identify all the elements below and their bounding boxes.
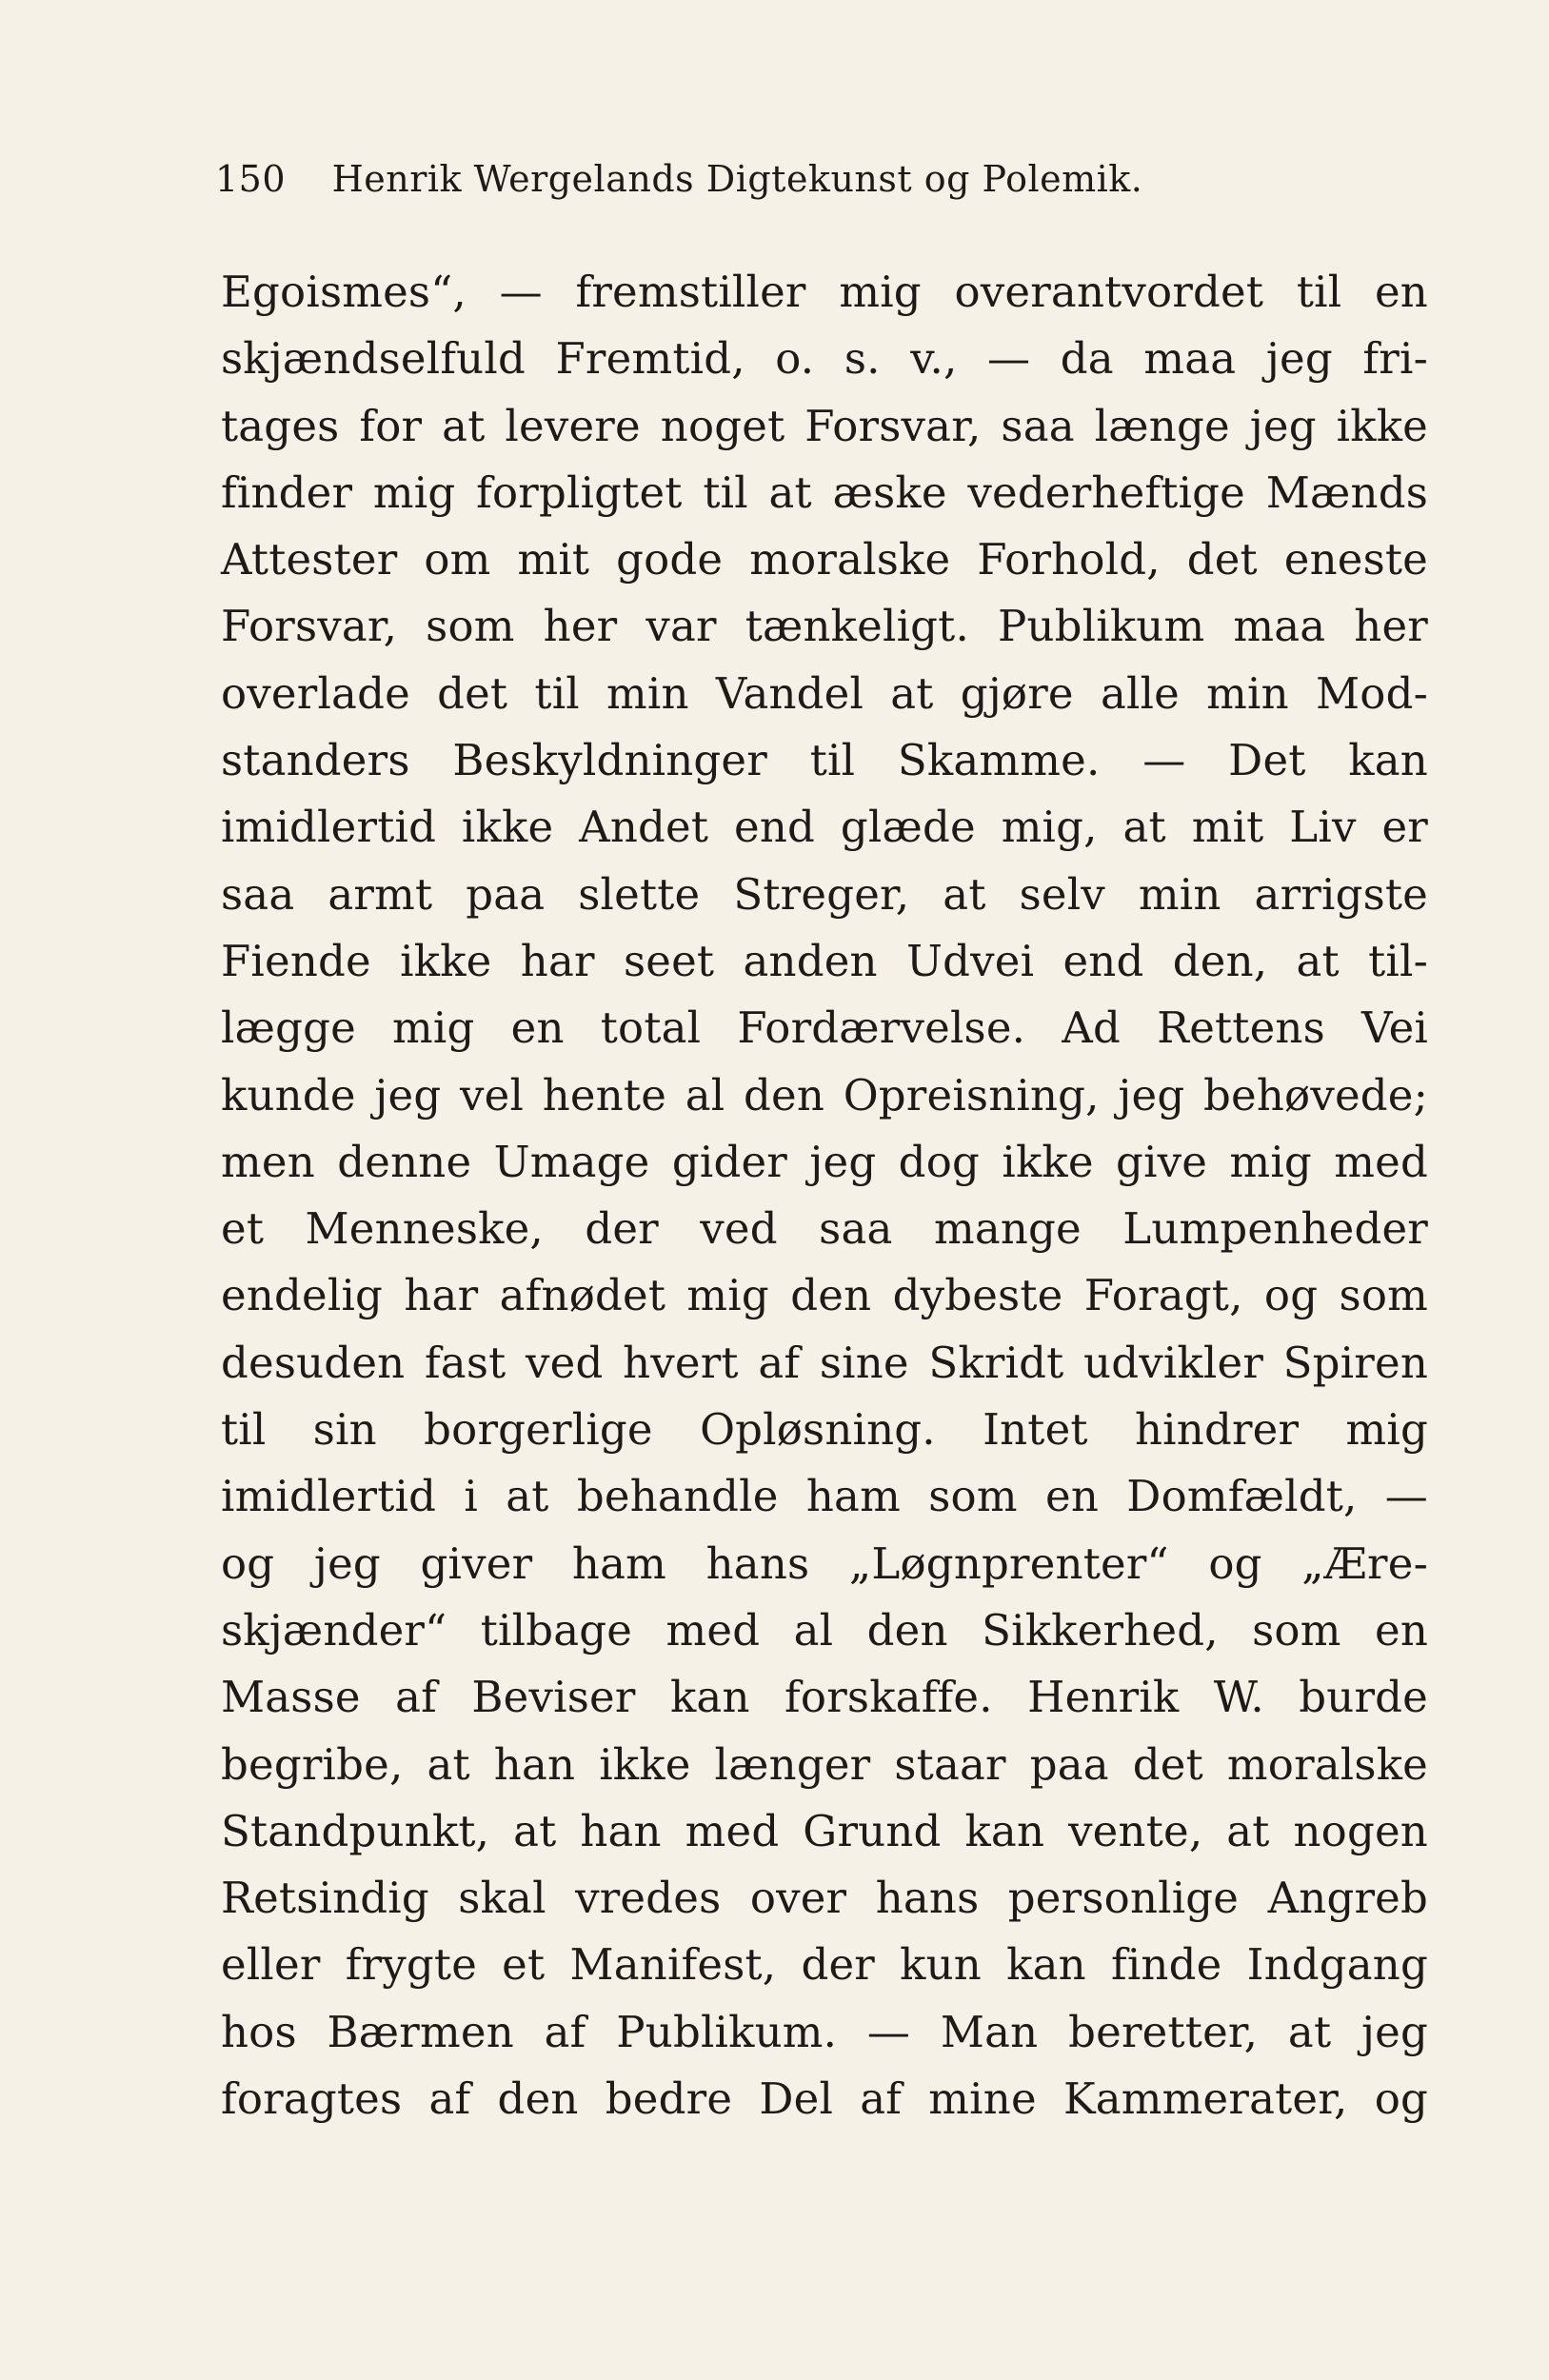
page-number: 150: [215, 158, 287, 200]
text-line: begribe, at han ikke længer staar paa det moralske: [221, 1738, 1428, 1790]
text-line: imidlertid i at behandle ham som en Domfældt, —: [221, 1471, 1428, 1522]
text-line: Retsindig skal vredes over hans personlige Angreb: [221, 1873, 1428, 1924]
body-text: [221, 259, 1428, 2132]
text-line: skjænder“ tilbage med al den Sikkerhed, som en: [221, 1604, 1428, 1656]
text-line: foragtes af den bedre Del af mine Kammerater, og: [221, 2073, 1428, 2125]
text-line: tages for at levere noget Forsvar, saa længe jeg ikke: [221, 400, 1428, 451]
text-line: Attester om mit gode moralske Forhold, det eneste: [221, 534, 1428, 585]
text-line: endelig har afnødet mig den dybeste Foragt, og som: [221, 1270, 1428, 1321]
text-line: til sin borgerlige Opløsning. Intet hindrer mig: [221, 1404, 1428, 1456]
text-line: standers Beskyldninger til Skamme. — Det kan: [221, 735, 1428, 786]
text-line: lægge mig en total Fordærvelse. Ad Rettens Vei: [221, 1002, 1428, 1054]
text-line: eller frygte et Manifest, der kun kan finde Indgang: [221, 1939, 1428, 1991]
text-line: hos Bærmen af Publikum. — Man beretter, at jeg: [221, 2006, 1428, 2057]
text-line: desuden fast ved hvert af sine Skridt udvikler Spiren: [221, 1337, 1428, 1388]
text-line: kunde jeg vel hente al den Opreisning, jeg behøvede;: [221, 1069, 1428, 1121]
text-line: overlade det til min Vandel at gjøre alle min Mod-: [221, 667, 1428, 719]
text-line: et Menneske, der ved saa mange Lumpenheder: [221, 1203, 1428, 1255]
text-line: men denne Umage gider jeg dog ikke give mig med: [221, 1136, 1428, 1187]
text-line: Egoismes“, — fremstiller mig overantvordet til en: [221, 267, 1428, 317]
running-head: [215, 152, 1272, 206]
text-line: og jeg giver ham hans „Løgnprenter“ og „Ære-: [221, 1537, 1428, 1589]
running-title: Henrik Wergelands Digtekunst og Polemik.: [331, 158, 1143, 200]
text-line: saa armt paa slette Streger, at selv min arrigste: [221, 868, 1428, 920]
text-line: finder mig forpligtet til at æske vederheftige Mænds: [221, 466, 1428, 518]
text-line: imidlertid ikke Andet end glæde mig, at mit Liv er: [221, 802, 1428, 853]
text-line: Masse af Beviser kan forskaffe. Henrik W. burde: [221, 1672, 1428, 1723]
text-line: Fiende ikke har seet anden Udvei end den, at til-: [221, 935, 1428, 986]
text-line: Forsvar, som her var tænkeligt. Publikum maa her: [221, 601, 1428, 652]
text-line: Standpunkt, at han med Grund kan vente, at nogen: [221, 1805, 1428, 1856]
text-line: skjændselfuld Fremtid, o. s. v., — da maa jeg fri-: [221, 333, 1428, 385]
